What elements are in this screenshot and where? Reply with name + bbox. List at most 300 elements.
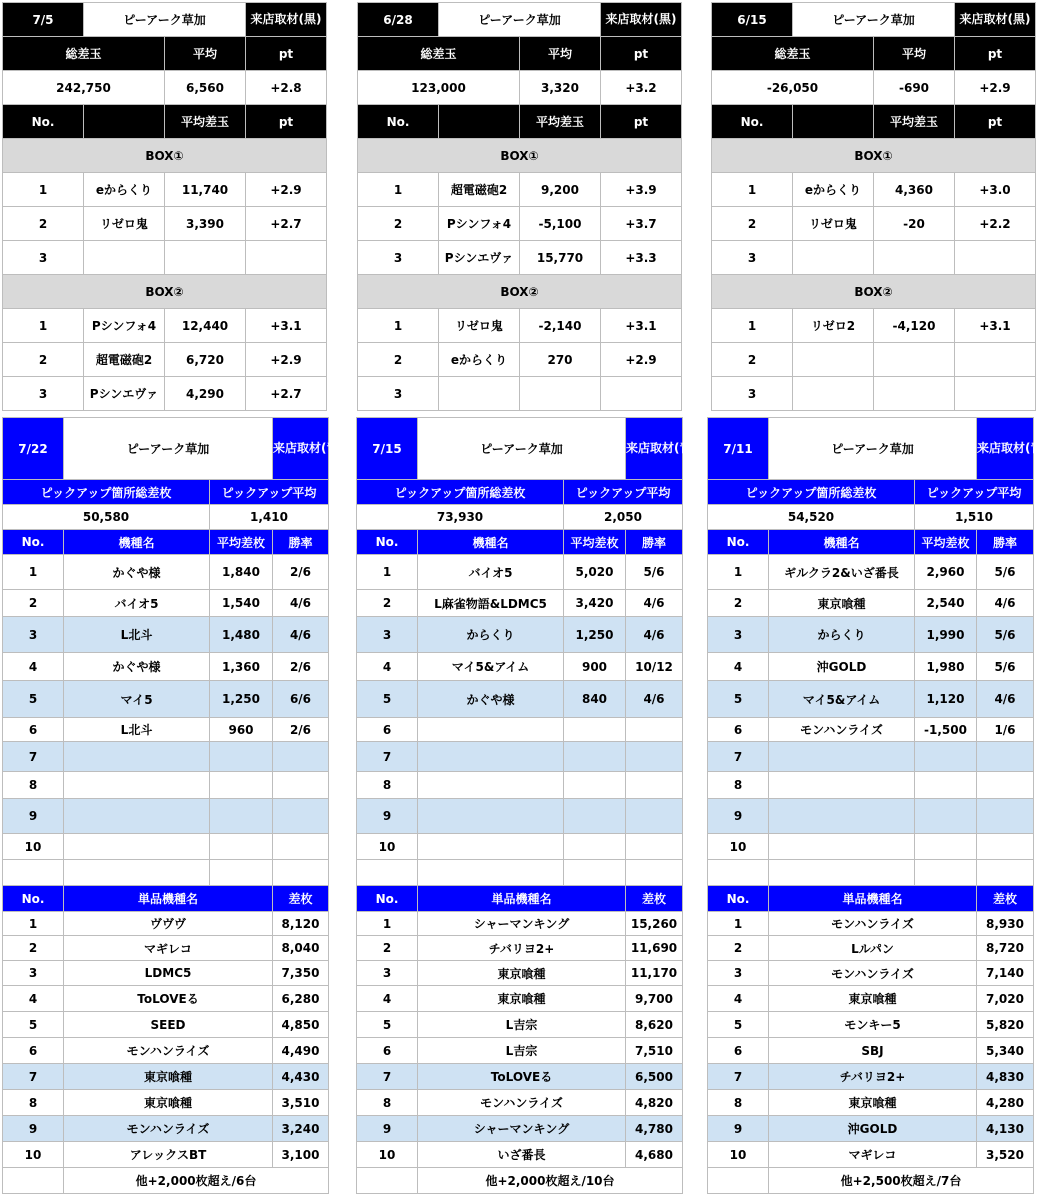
win-rate: 2/6 bbox=[273, 555, 329, 590]
row-no: 2 bbox=[708, 936, 769, 961]
table-row bbox=[708, 1038, 1034, 1064]
avg-diff bbox=[520, 377, 601, 411]
machine-name: ヴヴヴ bbox=[64, 912, 273, 936]
machine-name: シャーマンキング bbox=[418, 912, 626, 936]
win-rate bbox=[977, 742, 1034, 772]
win-rate: 4/6 bbox=[977, 590, 1034, 617]
row-no: 6 bbox=[3, 1038, 64, 1064]
row-no: 2 bbox=[712, 343, 793, 377]
avg-diff: 3,420 bbox=[564, 590, 626, 617]
row-no: 2 bbox=[358, 207, 439, 241]
diff: 8,040 bbox=[273, 936, 329, 961]
diff: 7,350 bbox=[273, 961, 329, 986]
avg-diff: -1,500 bbox=[915, 718, 977, 742]
avg-diff: -4,120 bbox=[874, 309, 955, 343]
pt-header: pt bbox=[246, 105, 327, 139]
avg-header: 平均 bbox=[165, 37, 246, 71]
avg-diff: 1,250 bbox=[210, 681, 273, 718]
win-rate-header: 勝率 bbox=[626, 530, 683, 555]
row-no: 7 bbox=[3, 742, 64, 772]
machine-name bbox=[418, 799, 564, 834]
table-row bbox=[3, 936, 329, 961]
machine-name: L吉宗 bbox=[418, 1038, 626, 1064]
box2-label: BOX② bbox=[358, 275, 682, 309]
row-no: 3 bbox=[712, 241, 793, 275]
machine-name: リゼロ鬼 bbox=[793, 207, 874, 241]
date-cell: 7/5 bbox=[3, 3, 84, 37]
machine-name: マギレコ bbox=[769, 1142, 977, 1168]
avg-diff bbox=[564, 742, 626, 772]
pt: +2.2 bbox=[955, 207, 1036, 241]
box-label-row bbox=[358, 275, 682, 309]
box2-label: BOX② bbox=[3, 275, 327, 309]
row-no: 10 bbox=[3, 834, 64, 860]
pt-value: +2.8 bbox=[246, 71, 327, 105]
date-cell: 6/15 bbox=[712, 3, 793, 37]
machine-name: 沖GOLD bbox=[769, 1116, 977, 1142]
row-no: 3 bbox=[357, 961, 418, 986]
pt: +2.9 bbox=[601, 343, 682, 377]
row-no: 2 bbox=[3, 343, 84, 377]
machine-header: 機種名 bbox=[64, 530, 210, 555]
spacer-row bbox=[708, 860, 1034, 886]
box-label-row bbox=[712, 275, 1036, 309]
table-row bbox=[357, 653, 683, 681]
machine-name: LDMC5 bbox=[64, 961, 273, 986]
row-no: 3 bbox=[712, 377, 793, 411]
avg-diff: 1,480 bbox=[210, 617, 273, 653]
table-row bbox=[357, 912, 683, 936]
win-rate bbox=[626, 772, 683, 799]
row-no: 9 bbox=[357, 799, 418, 834]
pickup-header-row bbox=[708, 480, 1034, 505]
win-rate bbox=[273, 799, 329, 834]
top-table-2 bbox=[711, 2, 1036, 411]
diff: 4,280 bbox=[977, 1090, 1034, 1116]
table-row bbox=[708, 1142, 1034, 1168]
row-no: 5 bbox=[708, 681, 769, 718]
table-row bbox=[358, 377, 682, 411]
row-no: 6 bbox=[708, 1038, 769, 1064]
pickup-total-header: ピックアップ箇所総差枚 bbox=[357, 480, 564, 505]
pt-header: pt bbox=[246, 37, 327, 71]
pt bbox=[246, 241, 327, 275]
no-header: No. bbox=[358, 105, 439, 139]
no-header: No. bbox=[3, 530, 64, 555]
footer-row bbox=[357, 1168, 683, 1194]
row-no: 6 bbox=[357, 718, 418, 742]
pickup-total-value: 54,520 bbox=[708, 505, 915, 530]
row-no: 8 bbox=[3, 1090, 64, 1116]
avg-value: 6,560 bbox=[165, 71, 246, 105]
avg-header: 平均 bbox=[520, 37, 601, 71]
win-rate: 4/6 bbox=[977, 681, 1034, 718]
table-row bbox=[3, 590, 329, 617]
store-title: ピーアーク草加 bbox=[64, 418, 273, 480]
table-row bbox=[358, 241, 682, 275]
machine-name bbox=[769, 834, 915, 860]
avg-diff: 1,360 bbox=[210, 653, 273, 681]
row-no: 1 bbox=[357, 555, 418, 590]
table-row bbox=[357, 799, 683, 834]
avg-diff bbox=[915, 834, 977, 860]
machine-name: モンハンライズ bbox=[769, 718, 915, 742]
pt: +3.7 bbox=[601, 207, 682, 241]
row-no: 2 bbox=[357, 590, 418, 617]
row-no: 7 bbox=[3, 1064, 64, 1090]
name-header bbox=[84, 105, 165, 139]
table-row bbox=[357, 1142, 683, 1168]
diff: 5,820 bbox=[977, 1012, 1034, 1038]
machine-header: 機種名 bbox=[418, 530, 564, 555]
total-value: -26,050 bbox=[712, 71, 874, 105]
box-label-row bbox=[3, 275, 327, 309]
pickup-avg-header: ピックアップ平均 bbox=[210, 480, 329, 505]
row-no: 1 bbox=[357, 912, 418, 936]
name-header bbox=[439, 105, 520, 139]
machine-name: モンハンライズ bbox=[769, 912, 977, 936]
table-row bbox=[3, 653, 329, 681]
row-no: 7 bbox=[357, 1064, 418, 1090]
title-row bbox=[358, 3, 682, 37]
blank-cell bbox=[3, 1168, 64, 1194]
row-no: 5 bbox=[708, 1012, 769, 1038]
total-header: 総差玉 bbox=[712, 37, 874, 71]
summary-header-row bbox=[712, 37, 1036, 71]
spacer-row bbox=[3, 860, 329, 886]
table-row bbox=[358, 309, 682, 343]
machine-name bbox=[793, 377, 874, 411]
row-no: 8 bbox=[357, 1090, 418, 1116]
avg-diff: 1,120 bbox=[915, 681, 977, 718]
box2-label: BOX② bbox=[712, 275, 1036, 309]
avg-value: -690 bbox=[874, 71, 955, 105]
diff: 3,520 bbox=[977, 1142, 1034, 1168]
diff: 6,280 bbox=[273, 986, 329, 1012]
summary-row bbox=[358, 71, 682, 105]
table-row bbox=[357, 555, 683, 590]
single-machine-header: 単品機種名 bbox=[769, 886, 977, 912]
pt: +3.9 bbox=[601, 173, 682, 207]
row-no: 1 bbox=[358, 309, 439, 343]
pt: +3.0 bbox=[955, 173, 1036, 207]
avg-diff: 15,770 bbox=[520, 241, 601, 275]
no-header: No. bbox=[712, 105, 793, 139]
avg-diff-header: 平均差玉 bbox=[520, 105, 601, 139]
pt: +3.1 bbox=[955, 309, 1036, 343]
win-rate bbox=[273, 772, 329, 799]
diff: 9,700 bbox=[626, 986, 683, 1012]
blank-cell bbox=[769, 860, 915, 886]
machine-name: マイ5&アイム bbox=[769, 681, 915, 718]
win-rate bbox=[977, 834, 1034, 860]
table-row bbox=[357, 742, 683, 772]
pickup-row bbox=[3, 505, 329, 530]
table-row bbox=[3, 834, 329, 860]
column-header-row bbox=[357, 530, 683, 555]
row-no: 5 bbox=[357, 681, 418, 718]
row-no: 6 bbox=[357, 1038, 418, 1064]
blank-cell bbox=[708, 860, 769, 886]
table-row bbox=[357, 718, 683, 742]
pickup-total-header: ピックアップ箇所総差枚 bbox=[3, 480, 210, 505]
table-row bbox=[712, 377, 1036, 411]
avg-diff bbox=[874, 241, 955, 275]
avg-diff: 1,980 bbox=[915, 653, 977, 681]
total-header: 総差玉 bbox=[3, 37, 165, 71]
machine-name bbox=[439, 377, 520, 411]
machine-name bbox=[84, 241, 165, 275]
machine-name bbox=[769, 799, 915, 834]
total-value: 123,000 bbox=[358, 71, 520, 105]
machine-name: モンハンライズ bbox=[769, 961, 977, 986]
avg-diff bbox=[874, 377, 955, 411]
machine-name: からくり bbox=[769, 617, 915, 653]
row-no: 3 bbox=[708, 961, 769, 986]
total-value: 242,750 bbox=[3, 71, 165, 105]
table-row bbox=[708, 1064, 1034, 1090]
avg-diff: 9,200 bbox=[520, 173, 601, 207]
table-row bbox=[357, 1038, 683, 1064]
machine-name: 東京喰種 bbox=[769, 986, 977, 1012]
machine-name: マギレコ bbox=[64, 936, 273, 961]
date-cell: 6/28 bbox=[358, 3, 439, 37]
win-rate: 2/6 bbox=[273, 653, 329, 681]
pickup-avg-value: 2,050 bbox=[564, 505, 683, 530]
table-row bbox=[3, 799, 329, 834]
row-no: 8 bbox=[708, 772, 769, 799]
row-no: 10 bbox=[357, 834, 418, 860]
diff: 6,500 bbox=[626, 1064, 683, 1090]
avg-diff: -20 bbox=[874, 207, 955, 241]
table-row bbox=[3, 1064, 329, 1090]
row-no: 3 bbox=[358, 241, 439, 275]
machine-name bbox=[418, 772, 564, 799]
pickup-row bbox=[708, 505, 1034, 530]
table-row bbox=[357, 1012, 683, 1038]
footer-note: 他+2,500枚超え/7台 bbox=[769, 1168, 1034, 1194]
title-row bbox=[3, 418, 329, 480]
diff: 4,430 bbox=[273, 1064, 329, 1090]
no-header: No. bbox=[357, 530, 418, 555]
machine-name: モンハンライズ bbox=[418, 1090, 626, 1116]
machine-name: リゼロ2 bbox=[793, 309, 874, 343]
row-no: 1 bbox=[3, 555, 64, 590]
table-row bbox=[3, 1090, 329, 1116]
machine-name: L北斗 bbox=[64, 617, 210, 653]
top-table-1 bbox=[357, 2, 682, 411]
blank-cell bbox=[418, 860, 564, 886]
row-no: 2 bbox=[358, 343, 439, 377]
pt bbox=[955, 377, 1036, 411]
machine-name: バイオ5 bbox=[418, 555, 564, 590]
machine-name bbox=[64, 799, 210, 834]
table-row bbox=[357, 590, 683, 617]
title-row bbox=[708, 418, 1034, 480]
row-no: 10 bbox=[357, 1142, 418, 1168]
table-row bbox=[708, 936, 1034, 961]
diff: 8,930 bbox=[977, 912, 1034, 936]
blank-cell bbox=[273, 860, 329, 886]
win-rate bbox=[977, 799, 1034, 834]
table-row bbox=[708, 834, 1034, 860]
table-row bbox=[357, 986, 683, 1012]
row-no: 9 bbox=[3, 799, 64, 834]
date-cell: 7/15 bbox=[357, 418, 418, 480]
summary-header-row bbox=[3, 37, 327, 71]
win-rate bbox=[273, 742, 329, 772]
win-rate bbox=[626, 799, 683, 834]
row-no: 3 bbox=[3, 241, 84, 275]
blank-cell bbox=[564, 860, 626, 886]
table-row bbox=[3, 173, 327, 207]
blank-cell bbox=[210, 860, 273, 886]
win-rate bbox=[273, 834, 329, 860]
machine-name bbox=[64, 742, 210, 772]
box1-label: BOX① bbox=[358, 139, 682, 173]
win-rate: 4/6 bbox=[626, 590, 683, 617]
table-row bbox=[3, 207, 327, 241]
source-badge: 来店取材(黒) bbox=[246, 3, 327, 37]
single-machine-header: 単品機種名 bbox=[64, 886, 273, 912]
machine-name: eからくり bbox=[84, 173, 165, 207]
win-rate: 1/6 bbox=[977, 718, 1034, 742]
pt-value: +2.9 bbox=[955, 71, 1036, 105]
table-row bbox=[357, 1116, 683, 1142]
avg-diff: 2,540 bbox=[915, 590, 977, 617]
row-no: 8 bbox=[3, 772, 64, 799]
machine-name: いざ番長 bbox=[418, 1142, 626, 1168]
row-no: 2 bbox=[3, 936, 64, 961]
machine-name: 超電磁砲2 bbox=[439, 173, 520, 207]
row-no: 9 bbox=[708, 1116, 769, 1142]
win-rate-header: 勝率 bbox=[273, 530, 329, 555]
diff: 4,820 bbox=[626, 1090, 683, 1116]
avg-diff bbox=[564, 834, 626, 860]
row-no: 4 bbox=[357, 986, 418, 1012]
table-row bbox=[712, 241, 1036, 275]
machine-name: チバリヨ2+ bbox=[418, 936, 626, 961]
diff: 15,260 bbox=[626, 912, 683, 936]
row-no: 7 bbox=[357, 742, 418, 772]
table-row bbox=[358, 207, 682, 241]
column-header-row bbox=[358, 105, 682, 139]
win-rate: 4/6 bbox=[273, 617, 329, 653]
avg-diff: 1,840 bbox=[210, 555, 273, 590]
table-row bbox=[3, 555, 329, 590]
table-row bbox=[3, 1116, 329, 1142]
win-rate: 5/6 bbox=[626, 555, 683, 590]
machine-name: モンハンライズ bbox=[64, 1038, 273, 1064]
machine-name: 東京喰種 bbox=[64, 1090, 273, 1116]
machine-name: シャーマンキング bbox=[418, 1116, 626, 1142]
column-header-row bbox=[708, 530, 1034, 555]
avg-diff bbox=[564, 799, 626, 834]
machine-name: eからくり bbox=[439, 343, 520, 377]
date-cell: 7/22 bbox=[3, 418, 64, 480]
machine-name bbox=[418, 834, 564, 860]
avg-diff: 5,020 bbox=[564, 555, 626, 590]
table-row bbox=[357, 961, 683, 986]
row-no: 2 bbox=[3, 207, 84, 241]
footer-note: 他+2,000枚超え/6台 bbox=[64, 1168, 329, 1194]
row-no: 1 bbox=[708, 555, 769, 590]
table-row bbox=[3, 986, 329, 1012]
machine-name: リゼロ鬼 bbox=[439, 309, 520, 343]
blank-cell bbox=[357, 860, 418, 886]
table-row bbox=[357, 681, 683, 718]
pickup-header-row bbox=[357, 480, 683, 505]
row-no: 10 bbox=[708, 834, 769, 860]
single-machine-header: 単品機種名 bbox=[418, 886, 626, 912]
table-row bbox=[3, 961, 329, 986]
row-no: 4 bbox=[708, 986, 769, 1012]
win-rate: 4/6 bbox=[626, 681, 683, 718]
machine-name: L北斗 bbox=[64, 718, 210, 742]
blank-cell bbox=[626, 860, 683, 886]
total-header: 総差玉 bbox=[358, 37, 520, 71]
machine-name bbox=[418, 718, 564, 742]
pt-value: +3.2 bbox=[601, 71, 682, 105]
single-header-row bbox=[3, 886, 329, 912]
machine-name: モンハンライズ bbox=[64, 1116, 273, 1142]
avg-diff: -2,140 bbox=[520, 309, 601, 343]
table-row bbox=[3, 241, 327, 275]
machine-name: ToLOVEる bbox=[64, 986, 273, 1012]
table-row bbox=[3, 617, 329, 653]
summary-row bbox=[712, 71, 1036, 105]
machine-name bbox=[64, 772, 210, 799]
box-label-row bbox=[3, 139, 327, 173]
pt-header: pt bbox=[955, 37, 1036, 71]
no-header: No. bbox=[708, 886, 769, 912]
pickup-avg-value: 1,410 bbox=[210, 505, 329, 530]
table-row bbox=[3, 343, 327, 377]
row-no: 8 bbox=[708, 1090, 769, 1116]
table-row bbox=[708, 590, 1034, 617]
source-badge: 来店取材(青) bbox=[273, 418, 329, 480]
source-badge: 来店取材(黒) bbox=[601, 3, 682, 37]
row-no: 7 bbox=[708, 1064, 769, 1090]
blank-cell bbox=[977, 860, 1034, 886]
avg-diff: -5,100 bbox=[520, 207, 601, 241]
avg-diff: 1,540 bbox=[210, 590, 273, 617]
blank-cell bbox=[357, 1168, 418, 1194]
win-rate: 10/12 bbox=[626, 653, 683, 681]
win-rate bbox=[626, 718, 683, 742]
store-title: ピーアーク草加 bbox=[418, 418, 626, 480]
title-row bbox=[712, 3, 1036, 37]
machine-name: Lルパン bbox=[769, 936, 977, 961]
machine-name: 東京喰種 bbox=[418, 986, 626, 1012]
diff: 8,620 bbox=[626, 1012, 683, 1038]
table-row bbox=[708, 1090, 1034, 1116]
machine-name: Pシンエヴァ bbox=[439, 241, 520, 275]
pt bbox=[955, 241, 1036, 275]
row-no: 5 bbox=[357, 1012, 418, 1038]
store-title: ピーアーク草加 bbox=[439, 3, 601, 37]
table-row bbox=[708, 653, 1034, 681]
avg-diff-header: 平均差枚 bbox=[564, 530, 626, 555]
machine-name: Pシンエヴァ bbox=[84, 377, 165, 411]
bottom-table-2 bbox=[707, 417, 1048, 1194]
diff: 11,170 bbox=[626, 961, 683, 986]
machine-name: モンキー5 bbox=[769, 1012, 977, 1038]
diff: 7,510 bbox=[626, 1038, 683, 1064]
machine-name bbox=[418, 742, 564, 772]
machine-name bbox=[793, 343, 874, 377]
box1-label: BOX① bbox=[712, 139, 1036, 173]
